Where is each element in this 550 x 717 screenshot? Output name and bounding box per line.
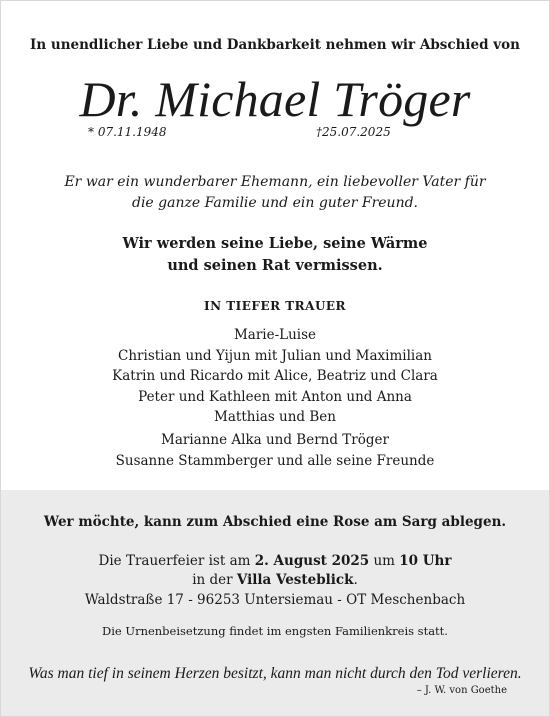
tribute-line: Er war ein wunderbarer Ehemann, ein liebevoller Vater für: [64, 174, 486, 190]
family-list: [1, 325, 549, 428]
venue-address: Waldstraße 17 - 96253 Untersiemau - OT Meschenbach: [84, 592, 466, 608]
relatives-list: [1, 430, 549, 471]
service-prefix: Die Trauerfeier ist am: [98, 553, 255, 569]
miss-line: Wir werden seine Liebe, seine Wärme: [122, 235, 428, 252]
closing-quote: Was man tief in seinem Herzen besitzt, kann man nicht durch den Tod verlieren.: [28, 665, 522, 682]
deceased-name: Dr. Michael Tröger: [79, 71, 471, 127]
quote-author: – J. W. von Goethe: [416, 685, 507, 696]
service-info: [1, 552, 549, 590]
family-member: Marie-Luise: [233, 327, 317, 343]
family-member: Katrin und Ricardo mit Alice, Beatriz und Clara: [112, 368, 438, 384]
service-time: 10 Uhr: [399, 553, 452, 569]
tribute-line: die ganze Familie und ein guter Freund.: [131, 195, 418, 211]
tribute-text: [1, 172, 549, 214]
miss-line: und seinen Rat vermissen.: [167, 257, 383, 274]
venue-prefix: in der: [192, 572, 237, 588]
rose-note: Wer möchte, kann zum Abschied eine Rose am Sarg ablegen.: [43, 514, 507, 530]
intro-text: In unendlicher Liebe und Dankbarkeit nehmen wir Abschied von: [30, 37, 520, 53]
venue-name: Villa Vesteblick: [236, 572, 354, 588]
venue-suffix: .: [353, 572, 358, 588]
death-date: †25.07.2025: [316, 125, 391, 139]
service-line-1: [1, 552, 549, 571]
relative: Marianne Alka und Bernd Tröger: [161, 432, 389, 448]
family-member: Christian und Yijun mit Julian und Maximilian: [118, 347, 432, 364]
relative: Susanne Stammberger und alle seine Freunde: [115, 452, 435, 469]
birth-date: * 07.11.1948: [88, 125, 167, 139]
family-member: Peter und Kathleen mit Anton und Anna: [138, 388, 412, 405]
mourning-heading: IN TIEFER TRAUER: [203, 299, 347, 313]
urn-note: Die Urnenbeisetzung findet im engsten Familienkreis statt.: [102, 624, 448, 638]
service-date: 2. August 2025: [254, 553, 370, 569]
service-line-2: [1, 571, 549, 590]
miss-text: [1, 233, 549, 277]
service-mid: um: [369, 553, 400, 569]
family-member: Matthias und Ben: [214, 409, 336, 425]
